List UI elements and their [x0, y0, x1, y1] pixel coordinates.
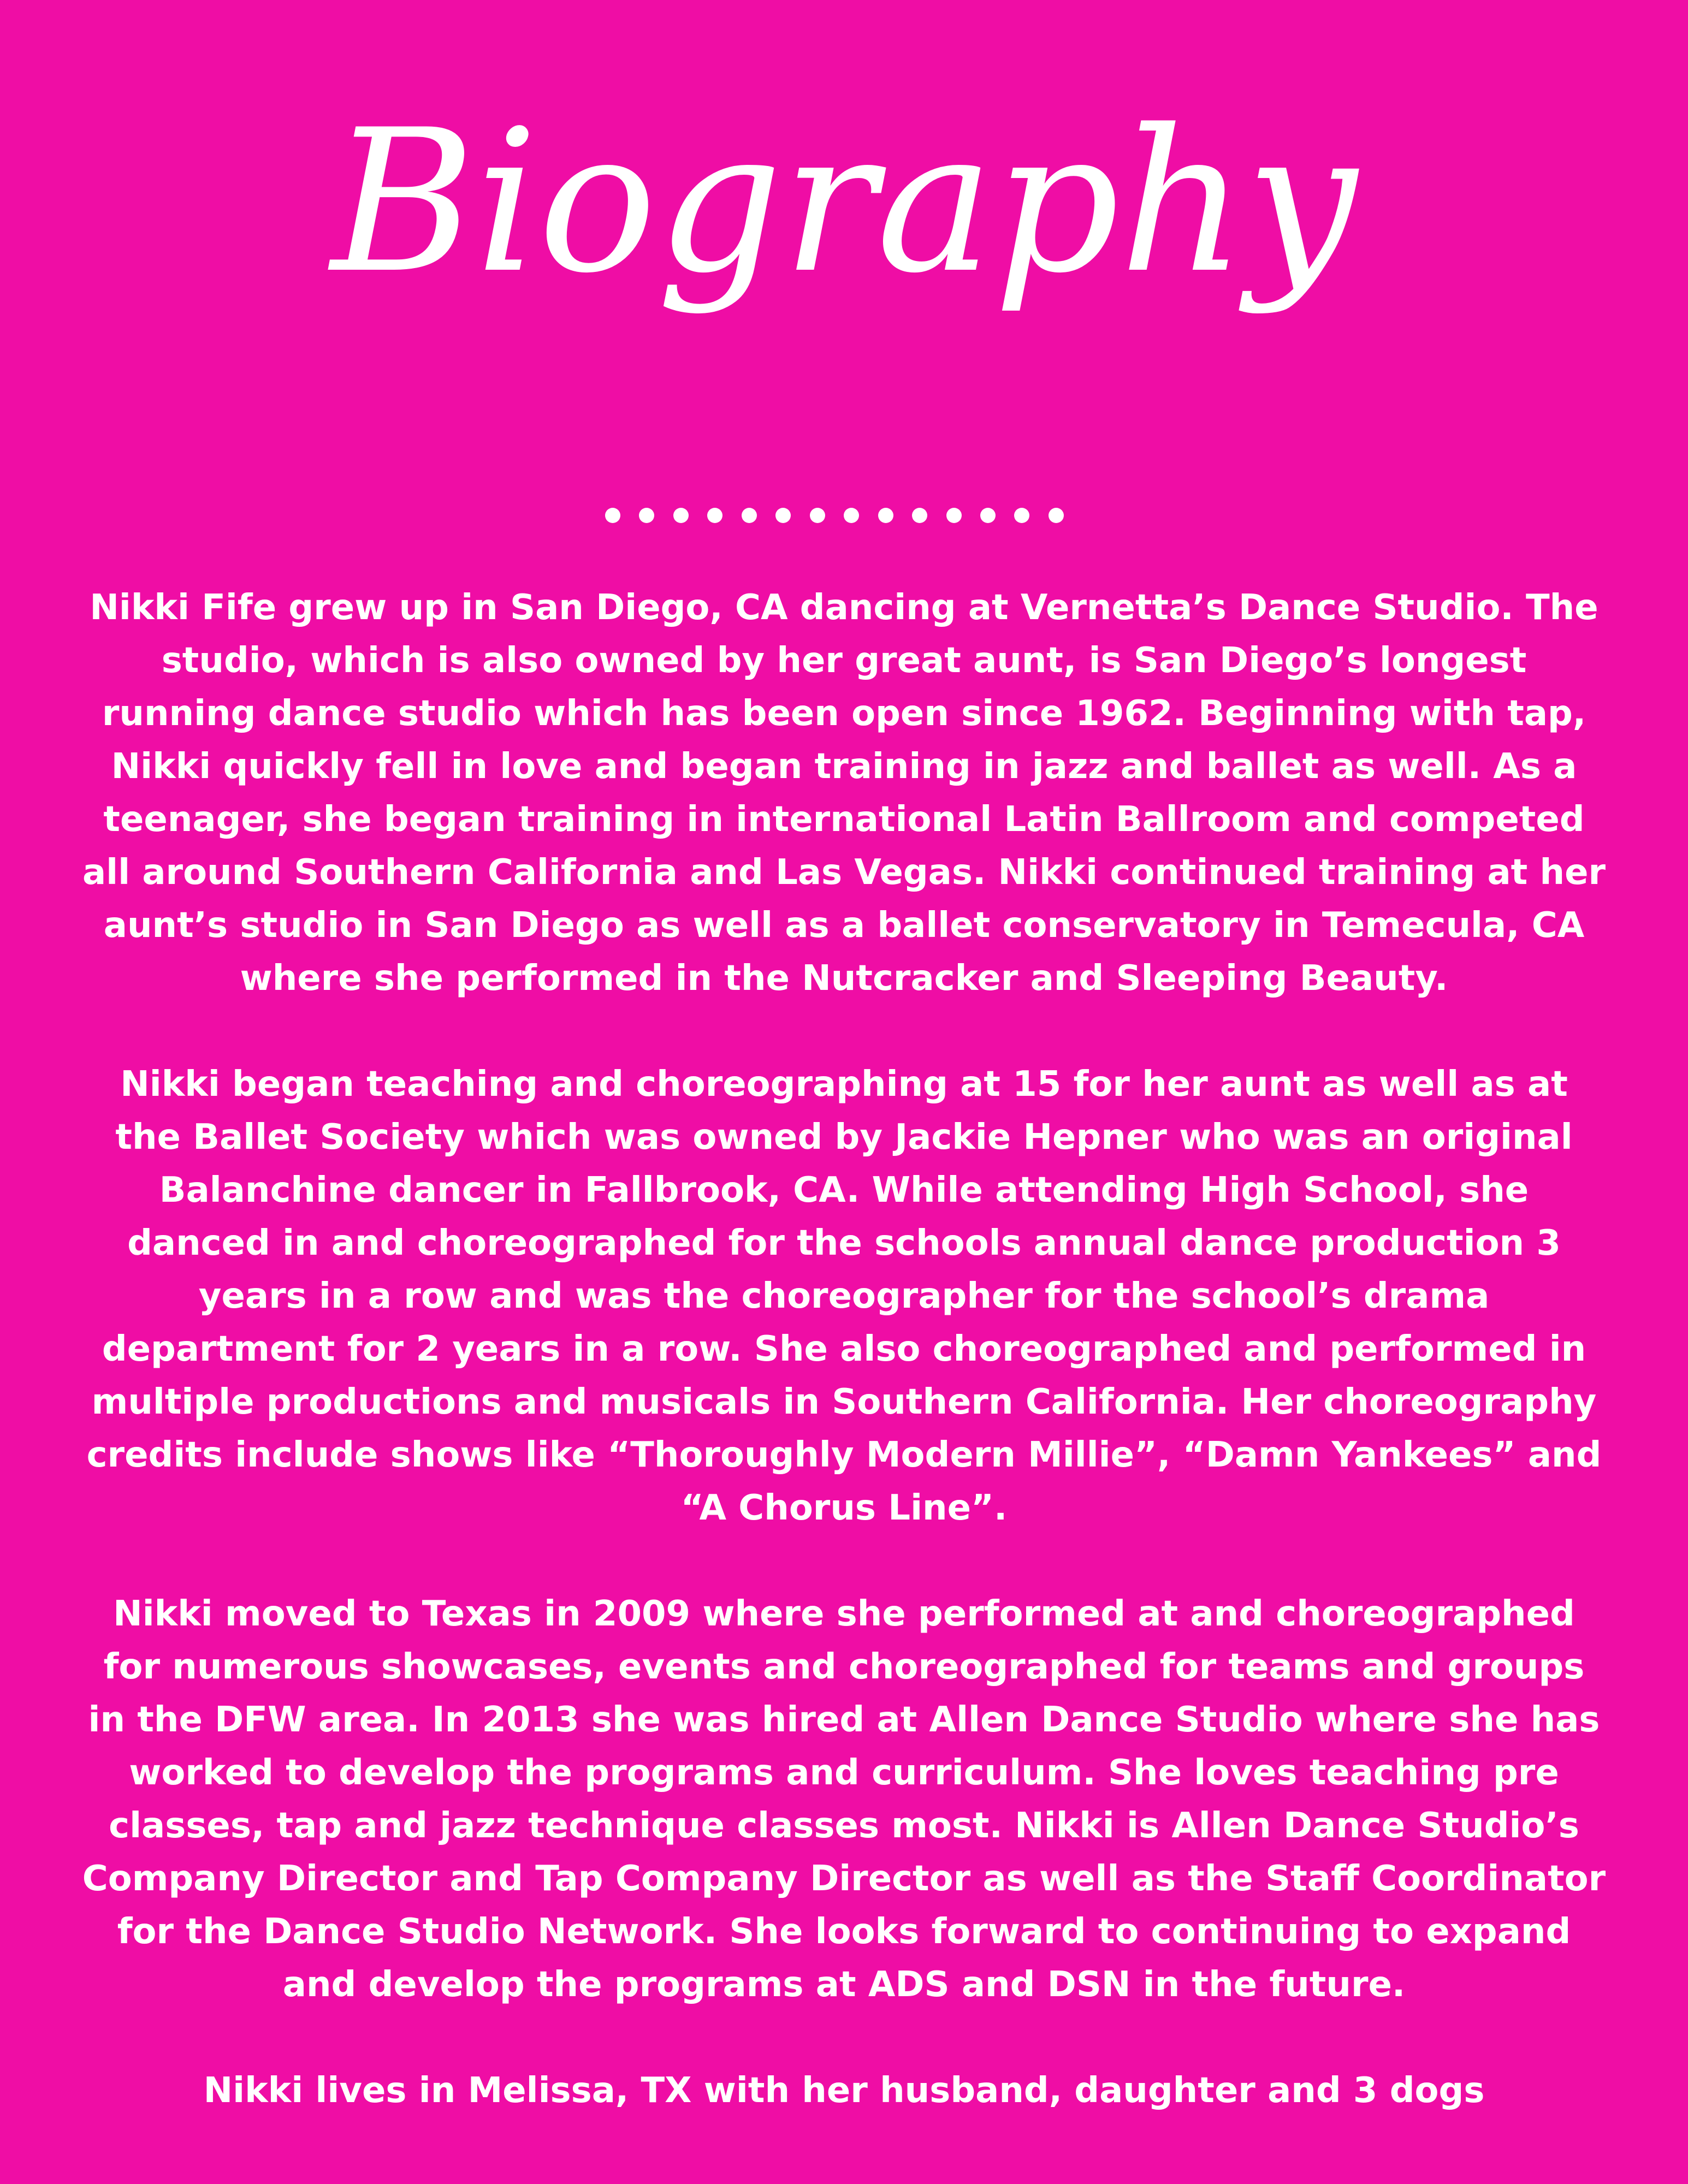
divider-dot [844, 508, 859, 523]
divider-dot [707, 508, 722, 523]
paragraph-texas: Nikki moved to Texas in 2009 where she performed at and choreographed for numerous showcases, events and choreographed for teams and groups in the DFW area. In 2013 she was hired at Allen Dance Studio where she has worked to develop the programs and curriculum. She loves teaching pre classes, tap and jazz technique classes most. Nikki is Allen Dance Studio’s Company Director and Tap Company Director as well as the Staff Coordinator for the Dance Studio Network. She looks forward to continuing to expand and develop the programs at ADS and DSN in the future. [82, 1594, 1606, 2005]
divider-dot [742, 508, 757, 523]
paragraph-family: Nikki lives in Melissa, TX with her husband, daughter and 3 dogs [203, 2070, 1485, 2111]
divider-dot [639, 508, 654, 523]
biography-text [82, 581, 1606, 2117]
paragraph-early-life: Nikki Fife grew up in San Diego, CA dancing at Vernetta’s Dance Studio. The studio, which is also owned by her great aunt, is San Diego’s longest running dance studio which has been open since 1962. Beginning with tap, Nikki quickly fell in love and began training in jazz and ballet as well. As a teenager, she began training in international Latin Ballroom and competed all around Southern California and Las Vegas. Nikki continued training at her aunt’s studio in San Diego as well as a ballet conservatory in Temecula, CA where she performed in the Nutcracker and Sleeping Beauty. [82, 587, 1606, 999]
title-block [0, 87, 1688, 459]
divider-dot [980, 508, 996, 523]
divider-dot [810, 508, 825, 523]
divider-dot [605, 508, 620, 523]
divider-dot [912, 508, 927, 523]
divider-dot [775, 508, 791, 523]
paragraph-teaching: Nikki began teaching and choreographing at 15 for her aunt as well as at the Ballet Society which was owned by Jackie Hepner who was an original Balanchine dancer in Fallbrook, CA. While attending High School, she danced in and choreographed for the schools annual dance production 3 years in a row and was the choreographer for the school’s drama department for 2 years in a row. She also choreographed and performed in multiple productions and musicals in Southern California. Her choreography credits include shows like “Thoroughly Modern Millie”, “Damn Yankees” and “A Chorus Line”. [86, 1064, 1602, 1528]
divider-dot [946, 508, 962, 523]
page-title: Biography [330, 87, 1358, 316]
divider-dot [878, 508, 893, 523]
divider-dot [1049, 508, 1064, 523]
dot-divider [605, 507, 1064, 524]
divider-dot [673, 508, 689, 523]
divider-dot [1014, 508, 1029, 523]
